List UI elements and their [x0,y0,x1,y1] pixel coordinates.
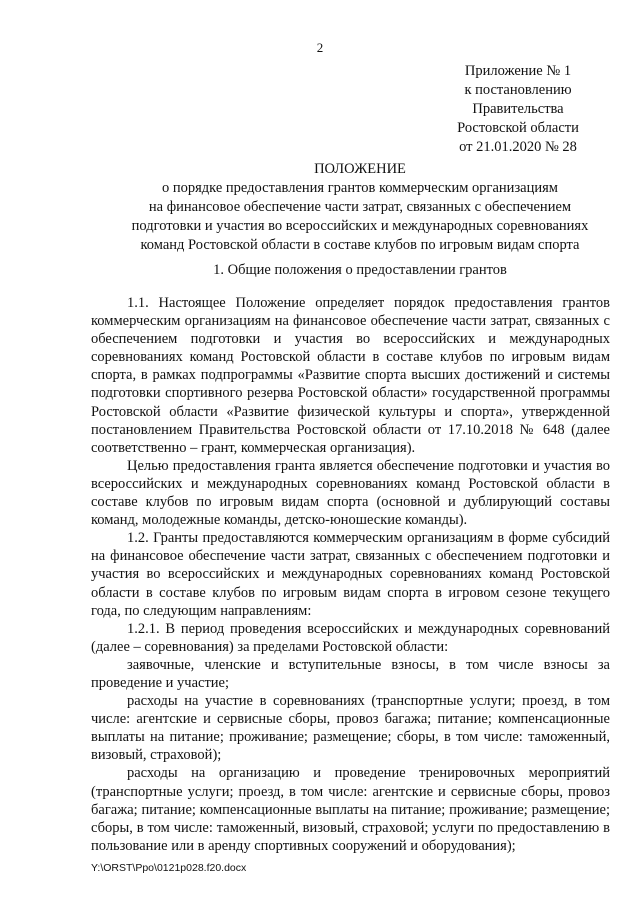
title-line: на финансовое обеспечение части затрат, связанных с обеспечением [148,199,572,215]
appendix-line: от 21.01.2020 № 28 [459,139,577,155]
appendix-block [432,62,604,157]
paragraph: расходы на организацию и проведение тренировочных мероприятий (транспортные услуги; проезд, в том числе: агентские и сервисные сборы, провоз багажа; питание; компенсационные выплаты на питание; проживание; размещение; сборы, в том числе: таможенный, визовый, страховой; услуги по предоставлению в пользование или в аренду спортивных сооружений и оборудования); [91,765,610,854]
document-title [80,160,640,255]
page-number: 2 [316,40,324,55]
paragraph: 1.2. Гранты предоставляются коммерческим организациям в форме субсидий на финансовое обеспечение части затрат, связанных с обеспечением подготовки и участия во всероссийских и международных соревнованиях команд Ростовской области в составе клубов по игровым видам спорта в игровом сезоне текущего года, по следующим направлениям: [91,530,610,619]
paragraph: Целью предоставления гранта является обеспечение подготовки и участия во всероссийских и международных соревнованиях команд Ростовской области в составе клубов по игровым видам спорта (основной и дублирующий составы команд, молодежные команды, детско-юношеские команды). [91,457,610,529]
title-heading: ПОЛОЖЕНИЕ [314,161,406,177]
section-heading: 1. Общие положения о предоставлении грантов [213,262,507,278]
document-body [91,294,610,855]
appendix-line: Правительства [472,101,564,117]
appendix-line: Приложение № 1 [464,63,572,79]
paragraph: 1.1. Настоящее Положение определяет порядок предоставления грантов коммерческим организациям на финансовое обеспечение части затрат, связанных с обеспечением подготовки и участия во всероссийских и международных соревнованиях команд Ростовской области в составе клубов по игровым видам спорта, в рамках подпрограммы «Развитие спорта высших достижений и системы подготовки спортивного резерва Ростовской области» государственной программы Ростовской области «Развитие физической культуры и спорта», утвержденной постановлением Правительства Ростовской области от 17.10.2018 № 648 (далее соответственно – грант, коммерческая организация). [91,295,610,456]
paragraph: заявочные, членские и вступительные взносы, в том числе взносы за проведение и участие; [91,656,610,691]
title-line: команд Ростовской области в составе клубов по игровым видам спорта [140,237,580,253]
appendix-line: Ростовской области [457,120,579,136]
appendix-line: к постановлению [464,82,572,98]
title-line: о порядке предоставления грантов коммерческим организациям [162,180,558,196]
paragraph: расходы на участие в соревнованиях (транспортные услуги; проезд, в том числе: агентские и сервисные сборы, провоз багажа; питание; компенсационные выплаты на питание; проживание; размещение; сборы, в том числе: таможенный, визовый, страховой); [91,693,610,764]
paragraph: 1.2.1. В период проведения всероссийских и международных соревнований (далее – соревнования) за пределами Ростовской области: [91,620,610,655]
file-path-footer: Y:\ORST\Ppo\0121p028.f20.docx [91,862,247,874]
title-line: подготовки и участия во всероссийских и международных соревнованиях [131,218,589,234]
